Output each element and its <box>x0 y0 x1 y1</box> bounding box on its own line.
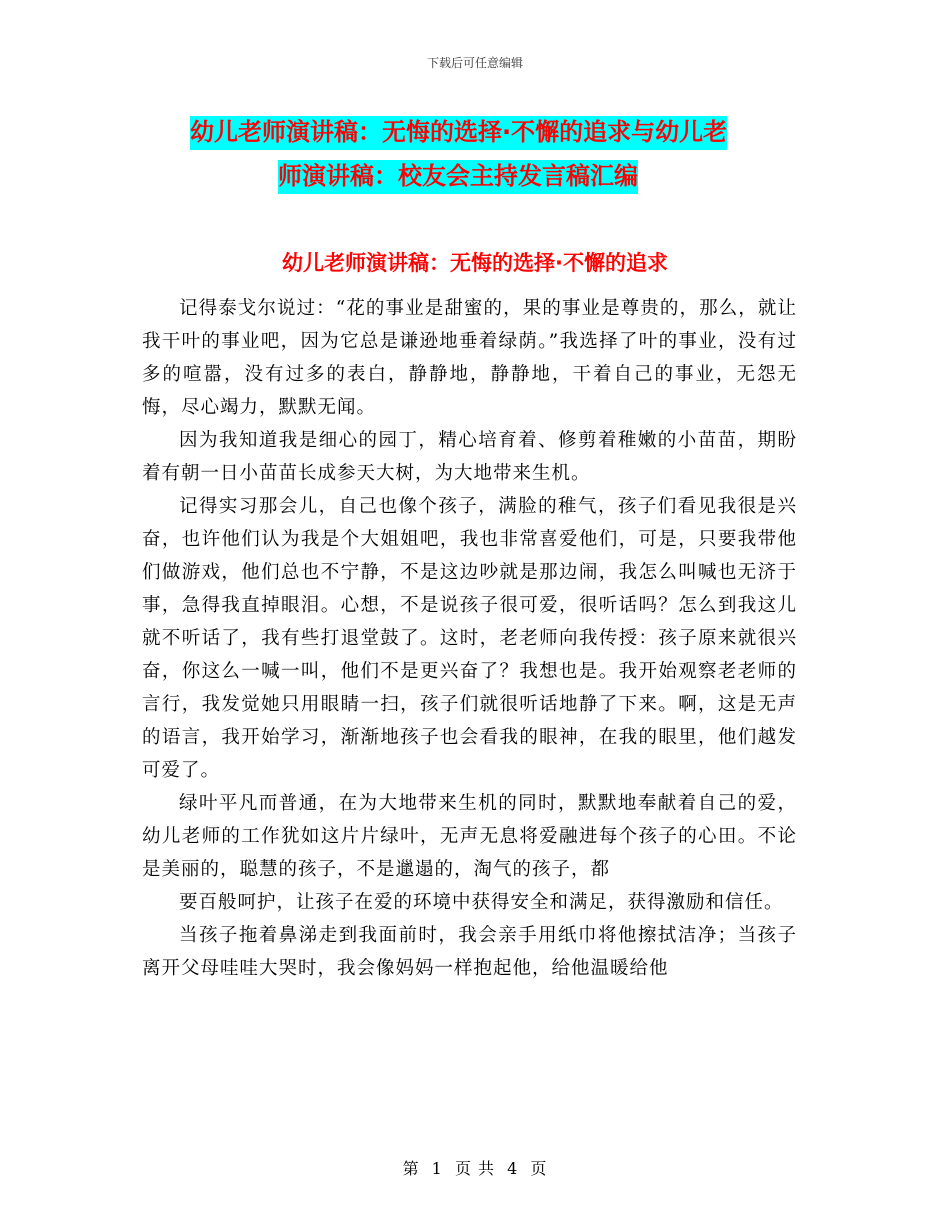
paragraph: 绿叶平凡而普通，在为大地带来生机的同时，默默地奉献着自己的爱，幼儿老师的工作犹如这片片绿叶，无声无息将爱融进每个孩子的心田。不论是美丽的，聪慧的孩子，不是邋遢的，淘气的孩子，都 <box>142 793 797 880</box>
document-title-line-1: 幼儿老师演讲稿：无悔的选择·不懈的追求与幼儿老 <box>190 116 727 150</box>
header-note: 下载后可任意编辑 <box>426 56 523 70</box>
paragraph: 要百般呵护，让孩子在爱的环境中获得安全和满足，获得激励和信任。 <box>179 892 784 913</box>
footer-page-prefix: 第 <box>402 1159 420 1178</box>
footer-page-number: 1 <box>431 1159 443 1178</box>
footer-total-pages: 4 <box>507 1159 519 1178</box>
paragraph: 当孩子拖着鼻涕走到我面前时，我会亲手用纸巾将他擦拭洁净；当孩子离开父母哇哇大哭时，我会像妈妈一样抱起他，给他温暖给他 <box>142 925 797 979</box>
paragraph: 因为我知道我是细心的园丁，精心培育着、修剪着稚嫩的小苗苗，期盼着有朝一日小苗苗长成参天大树，为大地带来生机。 <box>142 430 797 484</box>
paragraph: 记得泰戈尔说过：“花的事业是甜蜜的，果的事业是尊贵的，那么，就让我干叶的事业吧，因为它总是谦逊地垂着绿荫。”我选择了叶的事业，没有过多的喧嚣，没有过多的表白，静静地，静静地，干着自己的事业，无怨无悔，尽心竭力，默默无闻。 <box>142 298 797 418</box>
document-title <box>190 110 830 198</box>
page-footer <box>0 1156 950 1179</box>
paragraph: 记得实习那会儿，自己也像个孩子，满脸的稚气，孩子们看见我很是兴奋，也许他们认为我是个大姐姐吧，我也非常喜爱他们，可是，只要我带他们做游戏，他们总也不宁静，不是这边吵就是那边闹，我怎么叫喊也无济于事，急得我直掉眼泪。心想，不是说孩子很可爱，很听话吗？怎么到我这儿就不听话了，我有些打退堂鼓了。这时，老老师向我传授：孩子原来就很兴奋，你这么一喊一叫，他们不是更兴奋了？我想也是。我开始观察老老师的言行，我发觉她只用眼睛一扫，孩子们就很听话地静了下来。啊，这是无声的语言，我开始学习，渐渐地孩子也会看我的眼神，在我的眼里，他们越发可爱了。 <box>142 496 797 781</box>
section-title: 幼儿老师演讲稿：无悔的选择·不懈的追求 <box>282 251 668 275</box>
footer-page-suffix: 页 <box>530 1159 548 1178</box>
body-text <box>142 292 797 985</box>
document-title-line-2: 师演讲稿：校友会主持发言稿汇编 <box>278 160 638 194</box>
footer-page-mid: 页 共 <box>454 1159 496 1178</box>
